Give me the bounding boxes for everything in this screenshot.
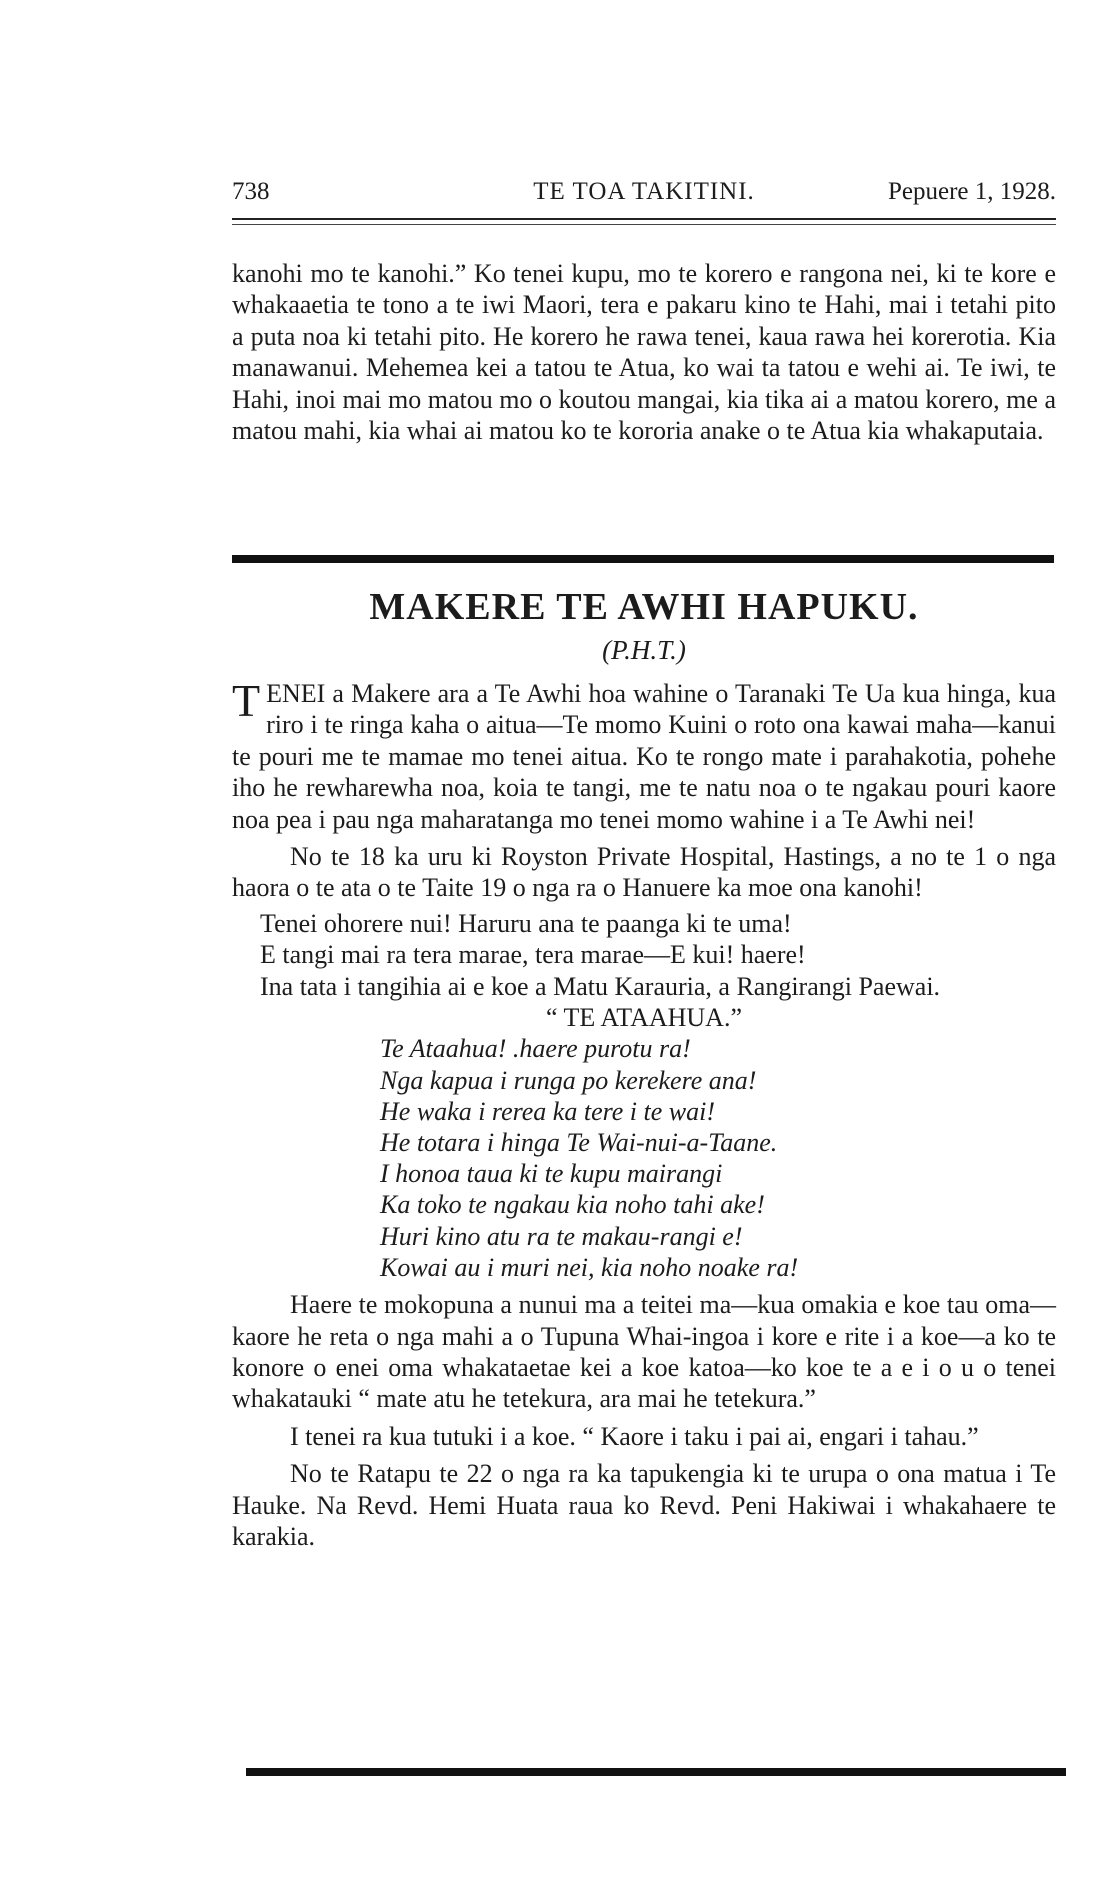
poem-line: Kowai au i muri nei, kia noho noake ra! [380, 1252, 799, 1282]
poem-line: Ka toko te ngakau kia noho tahi ake! [380, 1190, 765, 1220]
drop-cap: T [232, 675, 261, 726]
continued-text-block [232, 258, 1056, 446]
poem-line: Nga kapua i runga po kerekere ana! [380, 1065, 757, 1095]
paragraph-3: Ina tata i tangihia ai e koe a Matu Karauria, a Rangirangi Paewai. [260, 971, 941, 1001]
continued-paragraph: kanohi mo te kanohi.” Ko tenei kupu, mo te korero e rangona nei, ki te kore e whakaaetia te tono a te iwi Maori, tera e pakaru kino te Hahi, mai i tetahi pito a puta noa ki tetahi pito. He korero he rawa tenei, kaua rawa hei korerotia. Kia manawanui. Mehemea kei a tatou te Atua, ko wai ta tatou e wehi ai. Te iwi, te Hahi, inoi mai mo matou mo o koutou mangai, kia tika ai a matou korero, me a matou mahi, kia whai ai matou ko te kororia anake o te Atua kia whakaputaia. [232, 259, 1056, 446]
poem-line: I honoa taua ki te kupu mairangi [380, 1159, 723, 1189]
issue-date: Pepuere 1, 1928. [887, 178, 1056, 205]
article-byline: (P.H.T.) [602, 635, 686, 665]
poem-title: “ TE ATAAHUA.” [545, 1003, 742, 1033]
paragraph-6: No te Ratapu te 22 o nga ra ka tapukengia ki te urupa o ona matua i Te Hauke. Na Revd. Hemi Huata raua ko Revd. Peni Hakiwai i whakahaere te karakia. [232, 1459, 1056, 1551]
page-number: 738 [232, 178, 270, 205]
poem-line: Huri kino atu ra te makau-rangi e! [380, 1221, 743, 1251]
poem [380, 1033, 1056, 1283]
journal-title: TE TOA TAKITINI. [533, 178, 755, 205]
paragraph-5: I tenei ra kua tutuki i a koe. “ Kaore i taku i pai ai, engari i tahau.” [290, 1421, 979, 1451]
section-divider [232, 555, 1054, 563]
paragraph-4: Haere te mokopuna a nunui ma a teitei ma—kua omakia e koe tau oma—kaore he reta o nga mahi a o Tupuna Whai-ingoa i kore e rite i a koe—a ko te konore o enei oma whakataetae kei a koe katoa—ko koe te a e i o u o tenei whakatauki “ mate atu he tetekura, ara mai he tetekura.” [232, 1290, 1056, 1414]
paragraph-1-text: ENEI a Makere ara a Te Awhi hoa wahine o Taranaki Te Ua kua hinga, kua riro i te ringa kaha o aitua—Te momo Kuini o roto ona kawai maha—kanui te pouri me te mamae mo tenei aitua. Ko te rongo mate i parahakotia, pohehe iho he rewharewha noa, koia te tangi, me te natu noa o te ngakau pouri kaore noa pea i pau nga maharatanga mo tenei momo wahine i a Te Awhi nei! [232, 679, 1056, 834]
poem-line: He waka i rerea ka tere i te wai! [380, 1096, 716, 1126]
poem-line: He totara i hinga Te Wai-nui-a-Taane. [380, 1128, 778, 1158]
poem-line: Te Ataahua! .haere purotu ra! [380, 1034, 691, 1064]
exclamation-1: Tenei ohorere nui! Haruru ana te paanga ki te uma! [260, 908, 792, 938]
article-title: MAKERE TE AWHI HAPUKU. [369, 586, 919, 628]
exclamation-2: E tangi mai ra tera marae, tera marae—E kui! haere! [260, 940, 806, 970]
header-rule [232, 218, 1056, 220]
paragraph-1 [232, 675, 1056, 835]
header-rule-thin [232, 224, 1056, 225]
page-header [232, 178, 1056, 208]
article-body [232, 675, 1056, 1552]
end-divider [246, 1768, 1066, 1776]
paragraph-2: No te 18 ka uru ki Royston Private Hospital, Hastings, a no te 1 o nga haora o te ata o te Taite 19 o nga ra o Hanuere ka moe ona kanohi! [232, 842, 1056, 903]
